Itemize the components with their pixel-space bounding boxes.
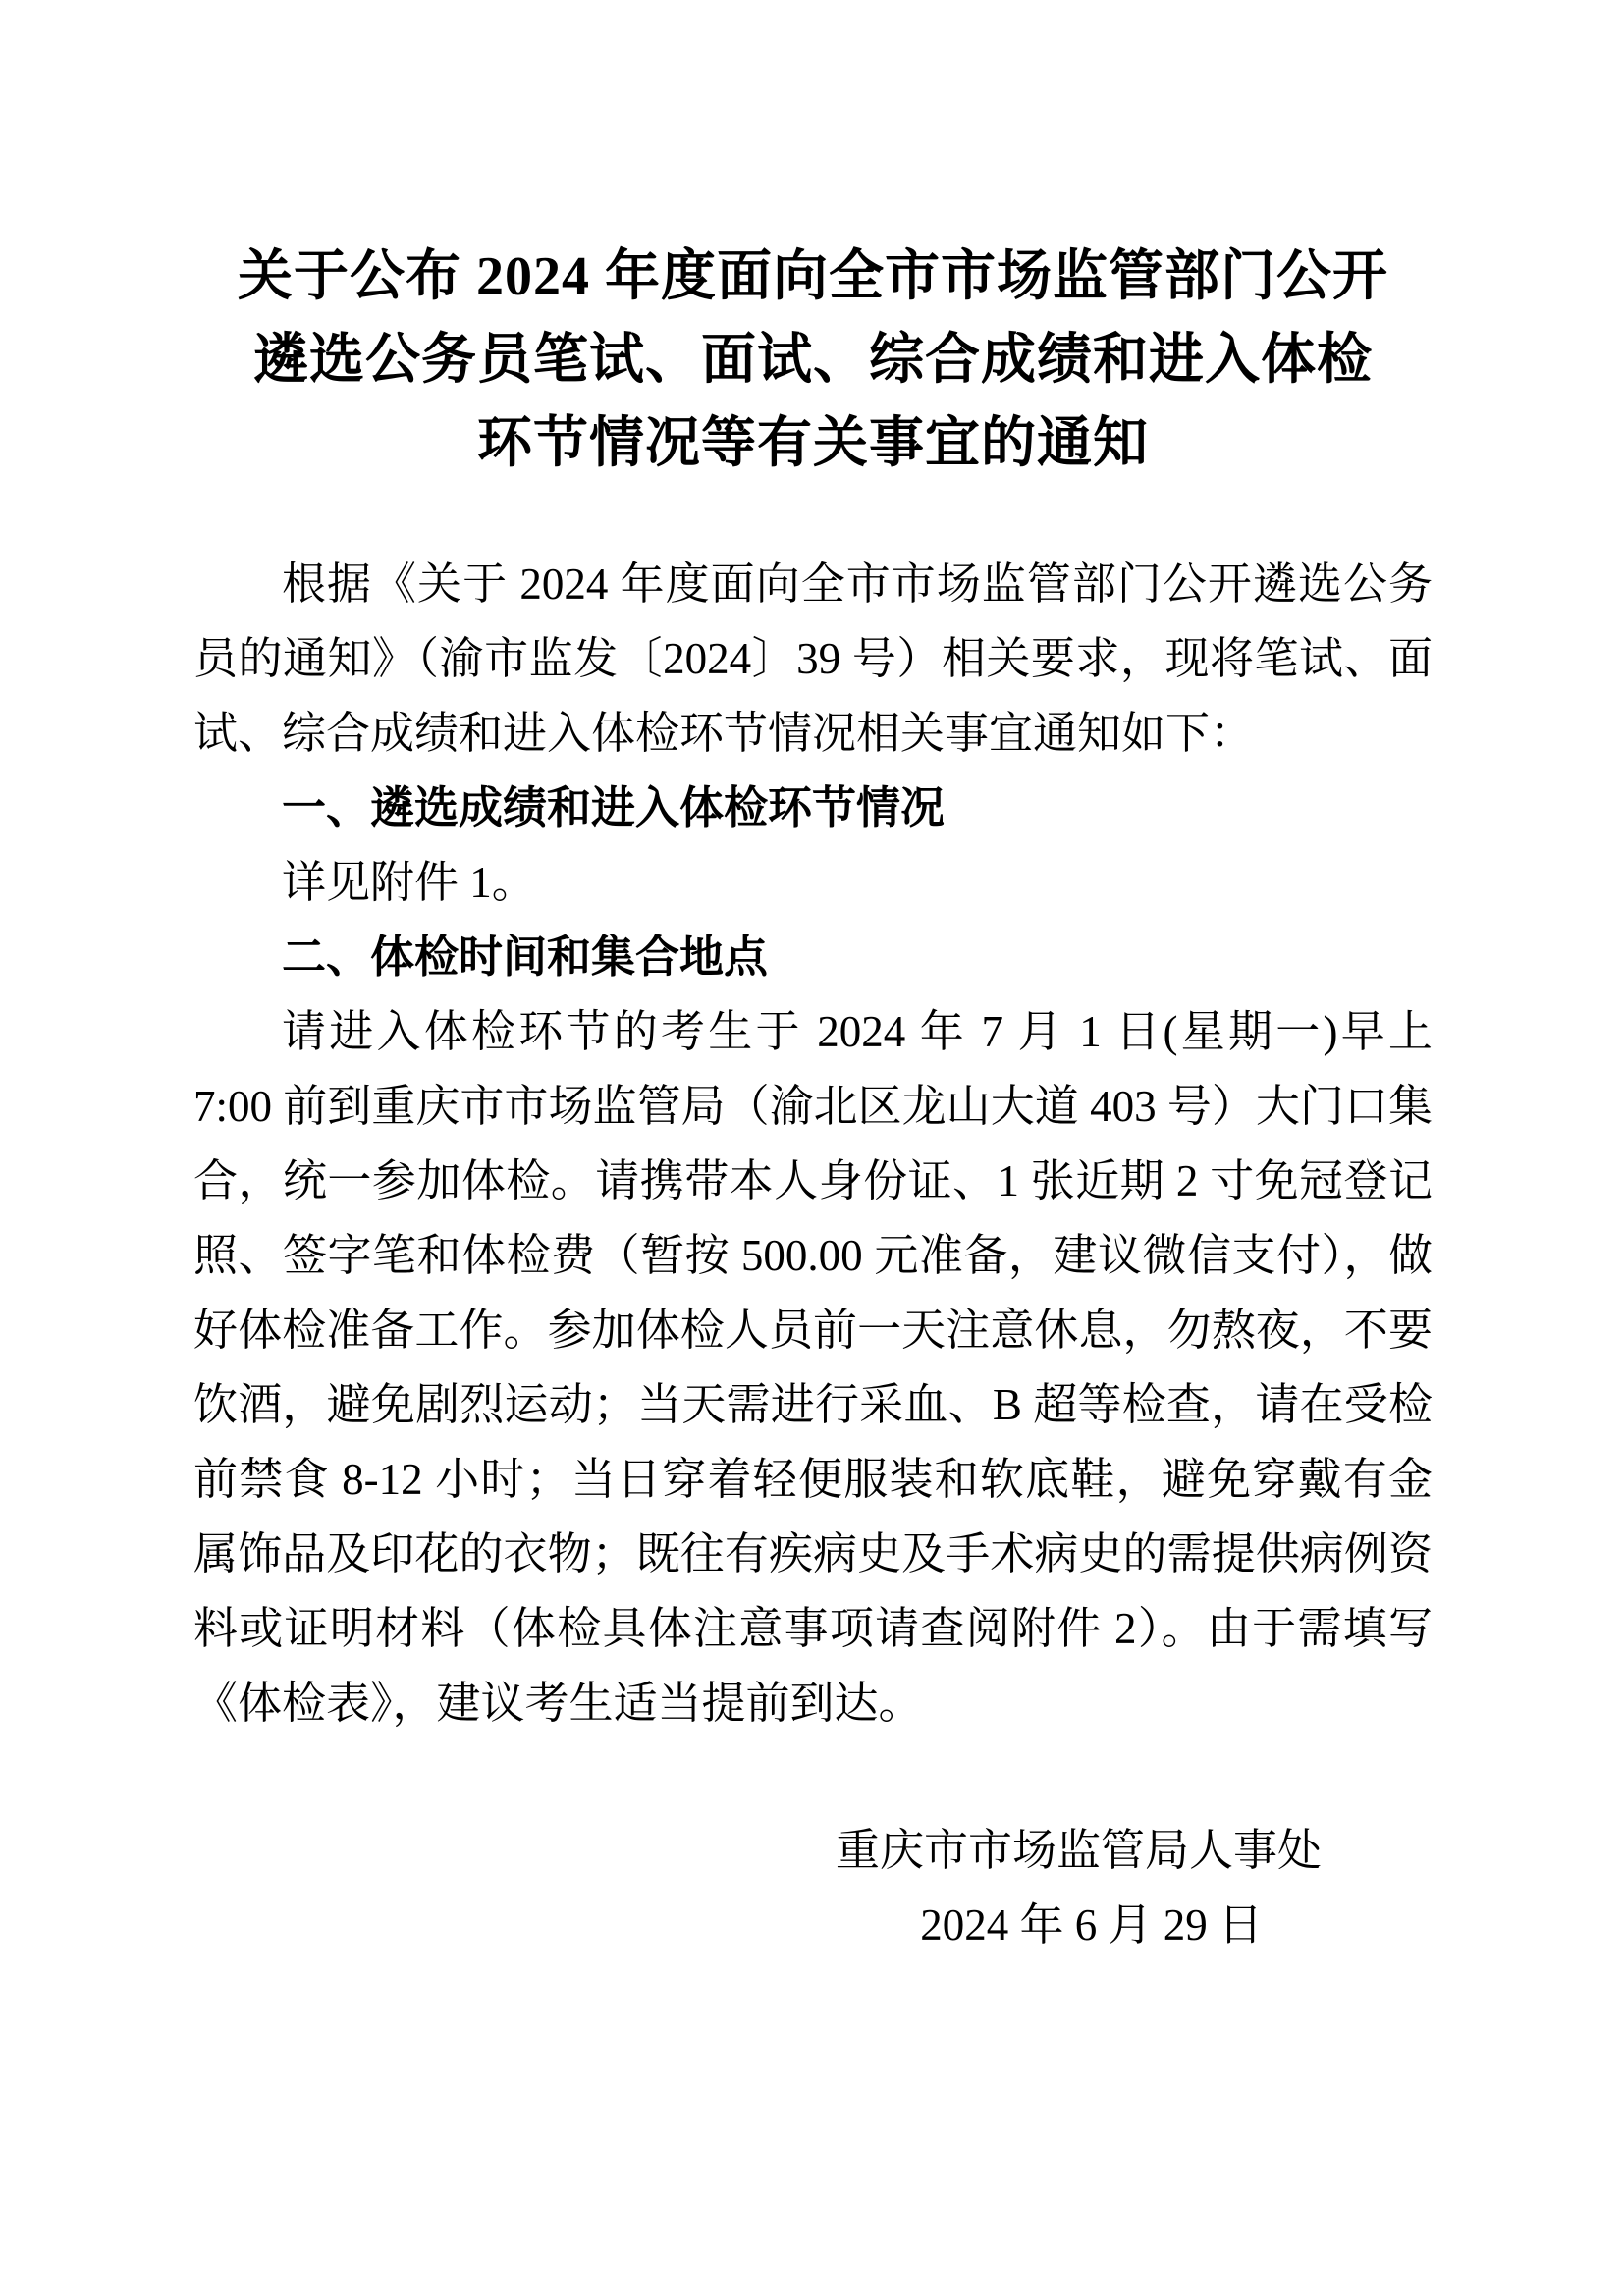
title-line-2: 遴选公务员笔试、面试、综合成绩和进入体检	[253, 330, 1373, 391]
section-1-heading: 一、遴选成绩和进入体检环节情况	[282, 782, 946, 832]
title-line-3: 环节情况等有关事宜的通知	[477, 413, 1149, 474]
document-title	[193, 236, 1433, 486]
signature-date: 2024 年 6 月 29 日	[920, 1900, 1263, 1949]
intro-paragraph: 根据《关于 2024 年度面向全市市场监管部门公开遴选公务员的通知》（渝市监发〔2024〕39 号）相关要求，现将笔试、面试、综合成绩和进入体检环节情况相关事宜通知如下：	[193, 560, 1433, 758]
signature-org: 重庆市市场监管局人事处	[835, 1826, 1322, 1875]
section-1-body: 详见附件 1。	[282, 858, 536, 907]
section-2-heading: 二、体检时间和集合地点	[282, 932, 769, 982]
section-2-body: 请进入体检环节的考生于 2024 年 7 月 1 日(星期一)早上 7:00 前到重庆市市场监管局（渝北区龙山大道 403 号）大门口集合，统一参加体检。请携带本人身份证、1 张近期 2 寸免冠登记照、签字笔和体检费（暂按 500.00 元准备，建议微信支付），做好体检准备工作。参加体检人员前一天注意休息，勿熬夜，不要饮酒，避免剧烈运动；当天需进行采血、B 超等检查，请在受检前禁食 8-12 小时；当日穿着轻便服装和软底鞋，避免穿戴有金属饰品及印花的衣物；既往有疾病史及手术病史的需提供病例资料或证明材料（体检具体注意事项请查阅附件 2）。由于需填写《体检表》，建议考生适当提前到达。	[193, 1007, 1433, 1728]
title-line-1: 关于公布 2024 年度面向全市市场监管部门公开	[238, 246, 1388, 307]
